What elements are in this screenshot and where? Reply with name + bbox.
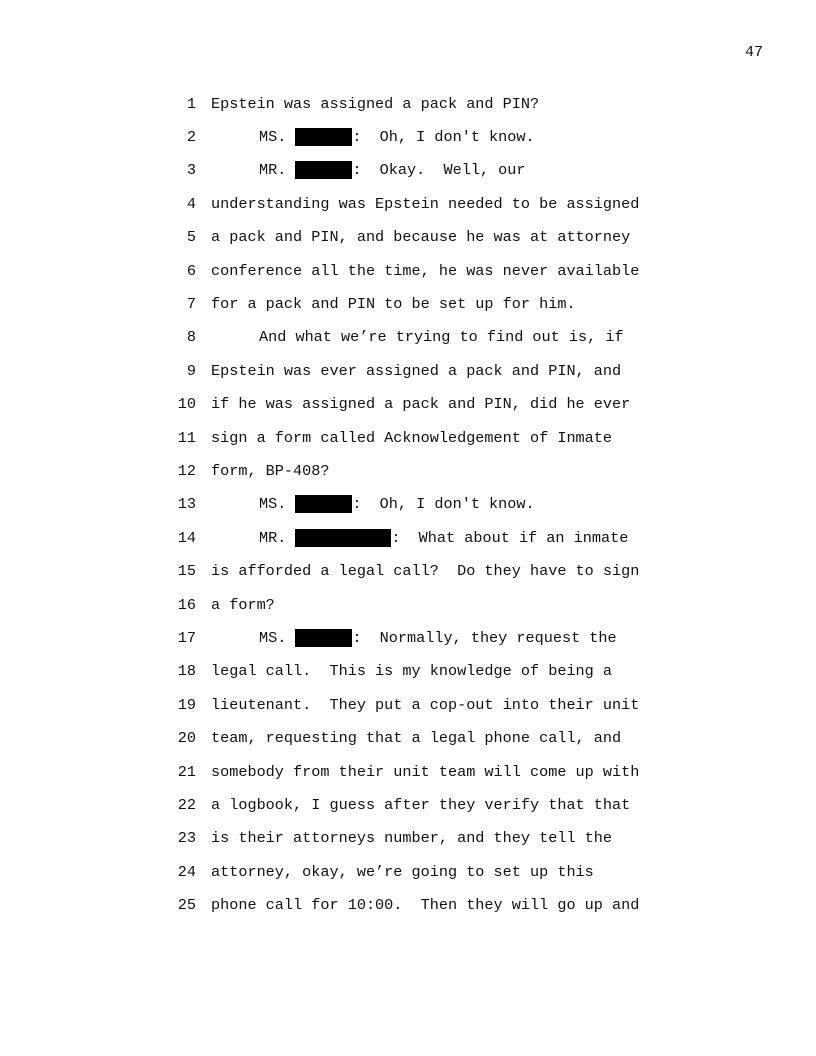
line-number: 24 [177,862,196,881]
transcript-line [0,521,816,554]
line-number: 1 [186,94,196,113]
line-text: legal call. This is my knowledge of being a [211,662,613,681]
transcript-line [0,688,816,721]
transcript-line [0,388,816,421]
line-text: Epstein was assigned a pack and PIN? [211,94,540,113]
line-text: a logbook, I guess after they verify that that [211,795,631,814]
transcript-line [0,755,816,788]
line-number: 22 [177,795,196,814]
line-number: 14 [177,528,196,547]
line-number: 20 [177,729,196,748]
line-text: for a pack and PIN to be set up for him. [211,295,576,314]
line-number: 2 [186,128,196,147]
transcript-line [0,120,816,153]
line-text: understanding was Epstein needed to be assigned [211,194,640,213]
speaker-text: : Oh, I don't know. [352,128,535,147]
line-number: 12 [177,461,196,480]
line-text: team, requesting that a legal phone call, and [211,729,622,748]
line-text: attorney, okay, we’re going to set up this [211,862,594,881]
transcript-line [0,822,816,855]
transcript-line [0,488,816,521]
page-number: 47 [744,44,763,61]
line-text: a form? [211,595,275,614]
transcript-line [0,855,816,888]
line-number: 18 [177,662,196,681]
speaker-title: MS. [259,495,287,514]
transcript-line [0,721,816,754]
line-number: 3 [186,161,196,180]
speaker-title: MS. [259,628,287,647]
redaction-box [295,629,352,647]
transcript-line [0,454,816,487]
line-text: is afforded a legal call? Do they have to sign [211,562,640,581]
line-text: if he was assigned a pack and PIN, did he ever [211,395,631,414]
transcript-line [0,788,816,821]
line-number: 13 [177,495,196,514]
speaker-line [259,161,526,179]
redaction-box [295,529,391,547]
line-number: 23 [177,829,196,848]
speaker-text: : Normally, they request the [352,628,617,647]
transcript-line [0,221,816,254]
speaker-title: MS. [259,128,287,147]
transcript-line [0,254,816,287]
line-number: 10 [177,395,196,414]
speaker-line [259,128,535,146]
line-number: 21 [177,762,196,781]
line-number: 4 [186,194,196,213]
transcript-line [0,287,816,320]
line-text: phone call for 10:00. Then they will go up and [211,896,640,915]
speaker-line [259,629,617,647]
redaction-box [295,161,352,179]
speaker-line [259,529,628,547]
speaker-text: : Oh, I don't know. [352,495,535,514]
transcript-line [0,588,816,621]
line-number: 6 [186,261,196,280]
speaker-title: MR. [259,161,287,180]
line-text: Epstein was ever assigned a pack and PIN, and [211,361,622,380]
transcript-line [0,187,816,220]
line-number: 16 [177,595,196,614]
line-text: somebody from their unit team will come up with [211,762,640,781]
transcript-line [0,655,816,688]
transcript-line [0,87,816,120]
speaker-title: MR. [259,528,287,547]
transcript-line [0,421,816,454]
line-text: sign a form called Acknowledgement of Inmate [211,428,613,447]
line-number: 15 [177,562,196,581]
transcript-line [0,554,816,587]
line-number: 8 [186,328,196,347]
line-number: 7 [186,295,196,314]
transcript-body [0,87,816,922]
line-number: 5 [186,228,196,247]
speaker-text: : What about if an inmate [391,528,629,547]
transcript-line [0,354,816,387]
line-number: 17 [177,628,196,647]
speaker-line [259,495,535,513]
line-number: 25 [177,896,196,915]
line-text: conference all the time, he was never available [211,261,640,280]
redaction-box [295,128,352,146]
transcript-line [0,154,816,187]
redaction-box [295,495,352,513]
line-text: is their attorneys number, and they tell the [211,829,613,848]
line-text: a pack and PIN, and because he was at attorney [211,228,631,247]
line-number: 19 [177,695,196,714]
line-text: lieutenant. They put a cop-out into their unit [211,695,640,714]
transcript-line [0,888,816,921]
line-text: form, BP-408? [211,461,330,480]
line-number: 11 [177,428,196,447]
line-number: 9 [186,361,196,380]
transcript-line [0,621,816,654]
line-text: And what we’re trying to find out is, if [259,328,624,347]
transcript-line [0,321,816,354]
speaker-text: : Okay. Well, our [352,161,526,180]
